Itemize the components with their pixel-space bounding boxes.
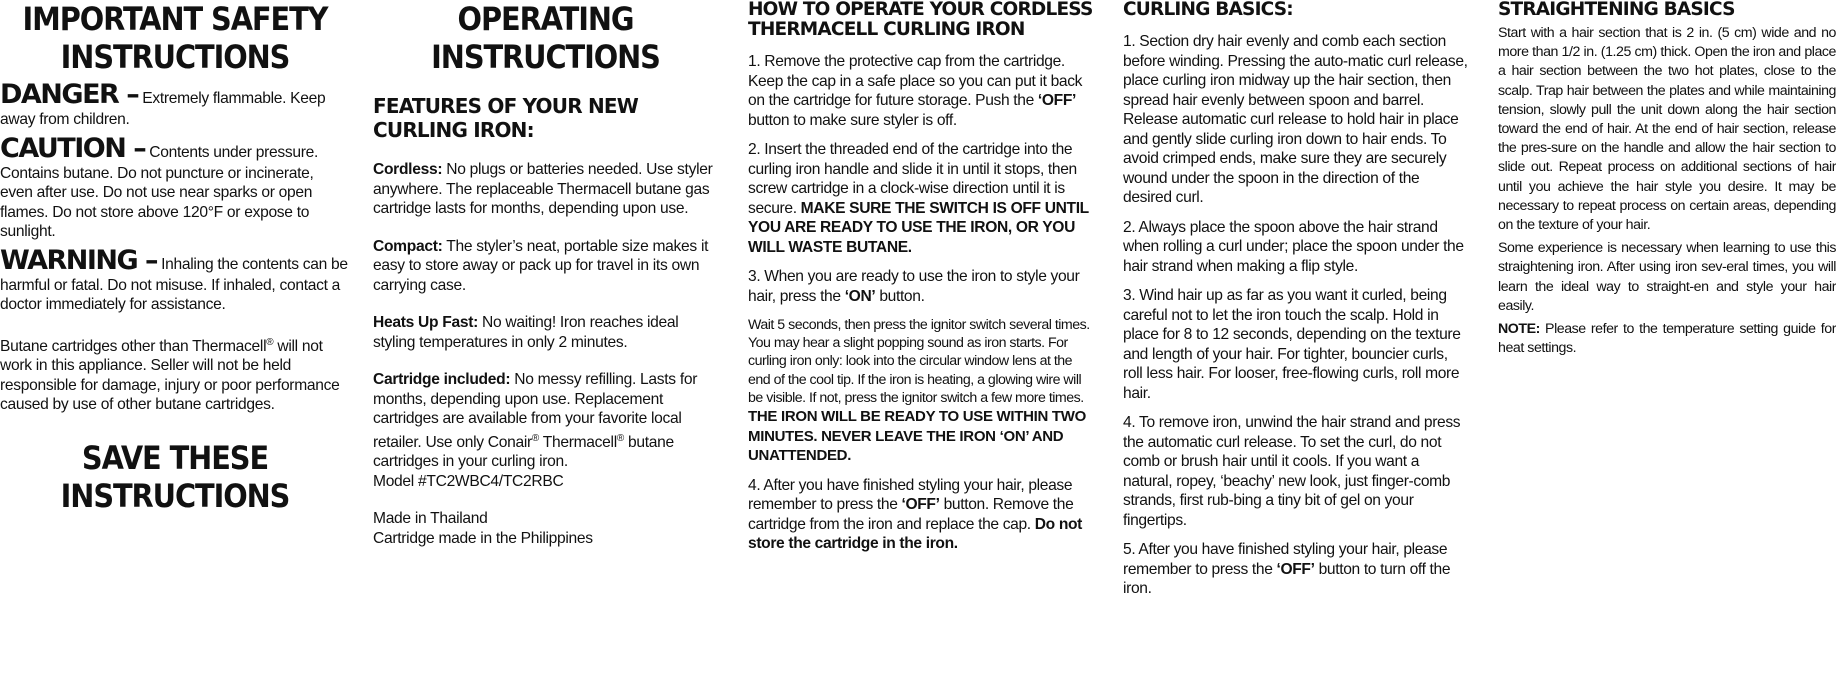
origin-info: Made in Thailand Cartridge made in the Philippines xyxy=(373,510,593,547)
operate-step-2: 2. Insert the threaded end of the cartridge into the curling iron handle and slide it in until it stops, then screw cartridge in a clock-wise direction until it is secure. MAKE SURE THE SWITCH IS OFF UNTIL YOU ARE READY TO USE THE IRON, OR YOU WILL WASTE BUTANE. xyxy=(748,141,1089,256)
caution-label: CAUTION – xyxy=(0,132,146,164)
safety-column xyxy=(0,0,350,515)
butane-notice: Butane cartridges other than Thermacell® will not work in this appliance. Seller will not be held responsible for damage, injury or poor performance caused by use of other butane cartridges. xyxy=(0,336,340,414)
warning-label: WARNING – xyxy=(0,244,158,276)
ready-warning: THE IRON WILL BE READY TO USE WITHIN TWO MINUTES. NEVER LEAVE THE IRON ‘ON’ AND UNATTENDED. xyxy=(748,408,1087,465)
curling-step-5: 5. After you have finished styling your hair, please remember to press the ‘OFF’ button to turn off the iron. xyxy=(1123,541,1451,597)
how-to-operate-heading: HOW TO OPERATE YOUR CORDLESS THERMACELL CURLING IRON xyxy=(748,0,1093,40)
curling-step-1: 1. Section dry hair evenly and comb each section before winding. Pressing the auto-matic curl release, place curling iron midway up the hair section, then spread hair evenly between spoon and barrel. Release automatic curl release to hold hair in place and gently slide curling iron down to hair ends. To avoid crimped ends, make sure they are securely wound under the spoon in the direction of the desired curl. xyxy=(1123,33,1468,206)
straightening-note: NOTE: Please refer to the temperature setting guide for heat settings. xyxy=(1498,321,1836,357)
danger-text: Extremely flammable. Keep away from children. xyxy=(0,90,326,128)
curling-step-2: 2. Always place the spoon above the hair strand when rolling a curl under; place the spoon under the hair strand when making a flip style. xyxy=(1123,218,1464,275)
ignition-instructions: Wait 5 seconds, then press the ignitor switch several times. You may hear a slight popping sound as iron starts. For curling iron only: look into the circular window lens at the end of the cool tip. If the iron is heating, a glowing wire will be visible. If not, press the ignitor switch a few more times. xyxy=(748,317,1090,406)
warning-text: Inhaling the contents can be harmful or fatal. Do not misuse. If inhaled, contact a doctor immediately for assistance. xyxy=(0,255,348,313)
caution-warning xyxy=(0,134,350,242)
operate-step-3: 3. When you are ready to use the iron to style your hair, press the ‘ON’ button. xyxy=(748,268,1080,305)
feature-compact: Compact: The styler’s neat, portable size makes it easy to store away or pack up for travel in its own carrying case. xyxy=(373,237,709,294)
feature-cordless: Cordless: No plugs or batteries needed. Use styler anywhere. The replaceable Thermacell butane gas cartridge lasts for months, depending upon use. xyxy=(373,161,713,217)
model-number: Model #TC2WBC4/TC2RBC xyxy=(373,472,564,490)
straightening-paragraph-2: Some experience is necessary when learning to use this straightening iron. After using iron sev-eral times, you will learn the ideal way to straight-en and style your hair easily. xyxy=(1498,240,1836,314)
curling-step-4: 4. To remove iron, unwind the hair strand and press the automatic curl release. To set the curl, do not comb or brush hair until it cools. If you want a natural, ropey, ‘beachy’ new look, just finger-comb strands, first rub-bing a tiny bit of gel on your fingertips. xyxy=(1123,414,1461,529)
operating-title: OPERATING INSTRUCTIONS xyxy=(431,0,660,76)
straightening-paragraph-1: Start with a hair section that is 2 in. (5 cm) wide and no more than 1/2 in. (1.25 cm) thick. Open the iron and place a hair section between the two hot plates, close to the scalp. Trap hair between the plates and while maintaining tension, slowly pull the unit down along the hair section toward the end of hair. At the end of hair section, release the pres-sure on the handle and allow the hair section to slide out. Repeat process on additional sections of hair until you achieve the hair style you desire. It may be necessary to repeat process on certain areas, depending on the texture of your hair. xyxy=(1498,25,1836,234)
feature-heats-up-fast: Heats Up Fast: No waiting! Iron reaches ideal styling temperatures in only 2 minutes. xyxy=(373,314,679,351)
caution-text: Contents under pressure. Contains butane. Do not puncture or incinerate, even after use. Do not use near sparks or open flames. Do not store above 120°F or expose to sunlight. xyxy=(0,143,319,240)
save-instructions-title: SAVE THESE INSTRUCTIONS xyxy=(60,438,290,515)
danger-label: DANGER – xyxy=(0,79,139,110)
safety-title: IMPORTANT SAFETY INSTRUCTIONS xyxy=(22,0,328,76)
straightening-basics-column xyxy=(1498,0,1836,358)
curling-basics-heading: CURLING BASICS: xyxy=(1123,0,1293,20)
curling-basics-column xyxy=(1123,0,1468,599)
danger-warning xyxy=(0,80,350,130)
features-heading: FEATURES OF YOUR NEW CURLING IRON: xyxy=(373,94,639,142)
operating-column xyxy=(373,0,718,548)
operate-step-4: 4. After you have finished styling your hair, please remember to press the ‘OFF’ button. Remove the cartridge from the iron and replace the cap. Do not store the cartridge in the iron. xyxy=(748,476,1083,553)
feature-cartridge-included: Cartridge included: No messy refilling. Lasts for months, depending upon use. Replacement cartridges are available from your favorite local retailer. Use only Conair® Thermacell® butane cartridges in your curling iron. Model #TC2WBC4/TC2RBC xyxy=(373,371,698,490)
how-to-operate-column xyxy=(748,0,1093,554)
curling-step-3: 3. Wind hair up as far as you want it curled, being careful not to let the iron touch the scalp. Hold in place for 8 to 12 seconds, depending on the texture and length of your hair. For tighter, bouncier curls, roll less hair. For looser, free-flowing curls, roll more hair. xyxy=(1123,287,1461,402)
operate-step-1: 1. Remove the protective cap from the cartridge. Keep the cap in a safe place so you can put it back on the cartridge for future storage. Push the ‘OFF’ button to make sure styler is off. xyxy=(748,53,1083,129)
inhaling-warning xyxy=(0,246,350,315)
straightening-basics-heading: STRAIGHTENING BASICS xyxy=(1498,0,1735,20)
